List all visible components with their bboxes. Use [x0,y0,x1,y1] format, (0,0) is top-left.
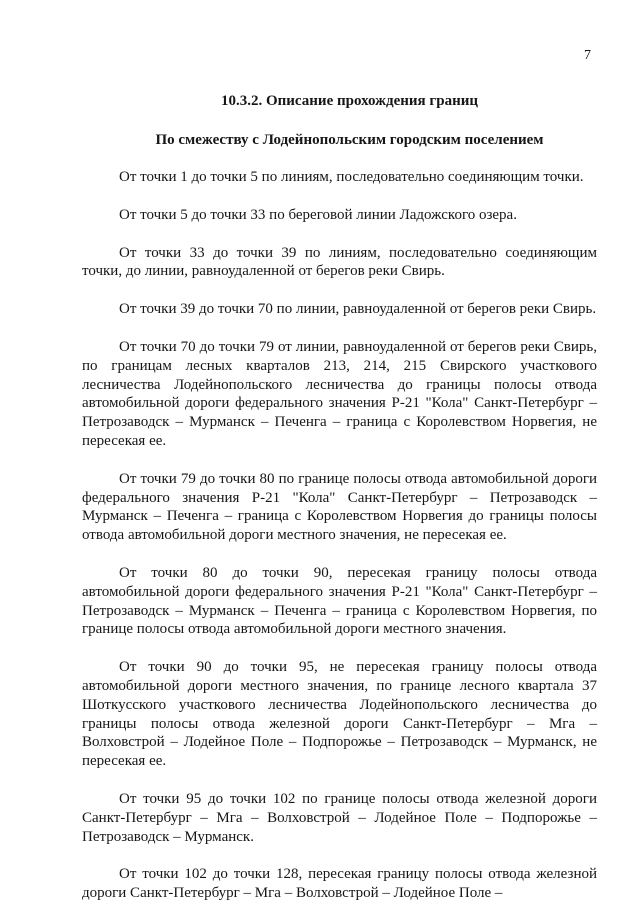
section-heading: 10.3.2. Описание прохождения границ [220,93,478,109]
page-number: 7 [584,48,591,63]
paragraph-9: От точки 95 до точки 102 по границе полосы отвода железной дороги Санкт-Петербург – Мга – Волховстрой – Лодейное Поле – Подпорожье – Петрозаводск – Мурманск. [82,790,597,845]
paragraph-5: От точки 70 до точки 79 от линии, равноудаленной от берегов реки Свирь, по границам лесных кварталов 213, 214, 215 Свирского участкового лесничества Лодейнопольского лесничества до границы полосы отвода автомобильной дороги федерального значения Р-21 "Кола" Санкт-Петербург – Петрозаводск – Мурманск – Печенга – граница с Королевством Норвегия, не пересекая ее. [82,338,597,449]
paragraph-4: От точки 39 до точки 70 по линии, равноудаленной от берегов реки Свирь. [119,301,597,318]
subheading: По смежеству с Лодейнопольским городским поселением [155,132,544,148]
paragraph-7: От точки 80 до точки 90, пересекая границу полосы отвода автомобильной дороги федерального значения Р-21 "Кола" Санкт-Петербург – Петрозаводск – Мурманск – Печенга – граница с Королевством Норвегия, по границе полосы отвода автомобильной дороги местного значения. [82,564,597,638]
paragraph-1: От точки 1 до точки 5 по линиям, последовательно соединяющим точки. [119,169,584,185]
paragraph-6: От точки 79 до точки 80 по границе полосы отвода автомобильной дороги федерального значения Р-21 "Кола" Санкт-Петербург – Петрозаводск – Мурманск – Печенга – граница с Королевством Норвегия до границы полосы отвода автомобильной дороги местного значения, не пересекая ее. [82,470,597,544]
paragraph-10: От точки 102 до точки 128, пересекая границу полосы отвода железной дороги Санкт-Петербург – Мга – Волховстрой – Лодейное Поле – [82,866,597,902]
paragraph-8: От точки 90 до точки 95, не пересекая границу полосы отвода автомобильной дороги местного значения, по границе лесного квартала 37 Шоткусского участкового лесничества Лодейнопольского лесничества до границы полосы отвода железной дороги Санкт-Петербург – Мга – Волховстрой – Лодейное Поле – Подпорожье – Петрозаводск – Мурманск, не пересекая ее. [82,659,597,770]
paragraph-2: От точки 5 до точки 33 по береговой линии Ладожского озера. [119,206,517,223]
paragraph-3: От точки 33 до точки 39 по линиям, последовательно соединяющим точки, до линии, равноудаленной от берегов реки Свирь. [82,244,597,280]
document-body [82,92,597,903]
